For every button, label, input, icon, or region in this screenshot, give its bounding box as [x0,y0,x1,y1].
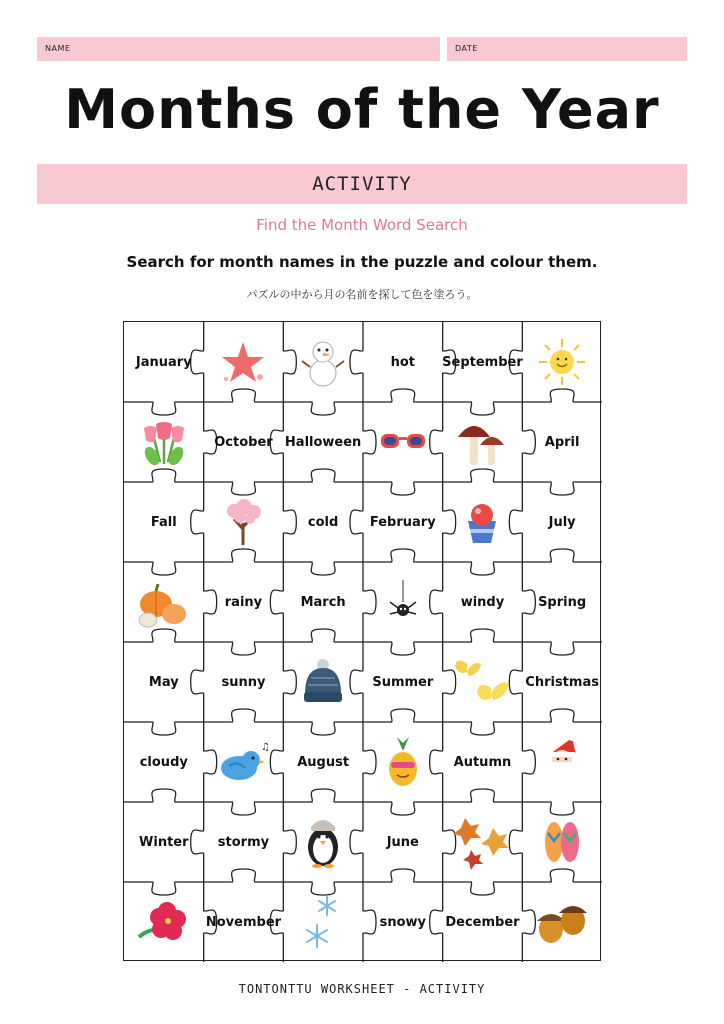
puzzle-word-cell: March [300,594,346,610]
puzzle-word-cell: Summer [372,674,434,690]
acorn-icon [522,882,602,962]
puzzle-word-cell: January [135,354,192,370]
date-label: DATE [455,44,478,53]
puzzle-word-cell: snowy [379,914,426,930]
jigsaw-puzzle [123,321,601,961]
shaved-ice-icon [443,482,523,562]
puzzle-word-cell: April [544,434,580,450]
snowman-icon [283,322,363,402]
puzzle-word-cell: stormy [217,834,270,850]
footer-text: TONTONTTU WORKSHEET - ACTIVITY [238,982,486,996]
spider-icon [363,562,443,642]
puzzle-word-cell: Spring [538,594,587,610]
puzzle-word-cell: hot [390,354,415,370]
instruction-text: Search for month names in the puzzle and colour them. [126,253,598,271]
puzzle-word-cell: windy [460,594,505,610]
puzzle-word-cell: Christmas [525,674,599,690]
puzzle-word-cell: July [548,514,576,530]
autumn-leaves-icon [443,802,523,882]
starfish-icon [204,322,284,402]
instruction-japanese: パズルの中から月の名前を探して色を塗ろう。 [246,288,478,301]
flip-flops-icon [522,802,602,882]
puzzle-word-cell: cloudy [139,754,188,770]
snowflake-icon [283,882,363,962]
puzzle-word-cell: November [205,914,282,930]
sunglasses-icon [363,402,443,482]
name-field[interactable] [37,37,440,61]
puzzle-word-cell: Fall [150,514,177,530]
puzzle-word-cell: Winter [139,834,189,850]
puzzle-word-cell: May [148,674,179,690]
santa-icon [522,722,602,802]
pineapple-icon [363,722,443,802]
puzzle-word-cell: February [369,514,436,530]
puzzle-word-cell: June [386,834,419,850]
beanie-icon [283,642,363,722]
puzzle-word-cell: October [214,434,273,450]
sun-icon [522,322,602,402]
svg-text:♫: ♫ [261,742,271,753]
tulip-icon [124,402,204,482]
activity-subtitle: Find the Month Word Search [256,216,468,234]
puzzle-word-cell: Autumn [453,754,512,770]
bird-icon [204,722,284,802]
puzzle-word-cell: cold [307,514,339,530]
puzzle-word-cell: August [297,754,350,770]
puzzle-word-cell: September [442,354,523,370]
activity-banner: ACTIVITY [37,164,687,204]
penguin-icon [283,802,363,882]
puzzle-word-cell: December [445,914,520,930]
puzzle-word-cell: rainy [224,594,263,610]
mushroom-icon [443,402,523,482]
hibiscus-icon [124,882,204,962]
name-label: NAME [45,44,71,53]
page-title: Months of the Year [64,78,660,141]
date-field[interactable] [447,37,687,61]
puzzle-word-cell: Halloween [284,434,362,450]
pumpkin-icon [124,562,204,642]
puzzle-word-cell: sunny [221,674,266,690]
blossom-tree-icon [204,482,284,562]
butterfly-icon [443,642,523,722]
